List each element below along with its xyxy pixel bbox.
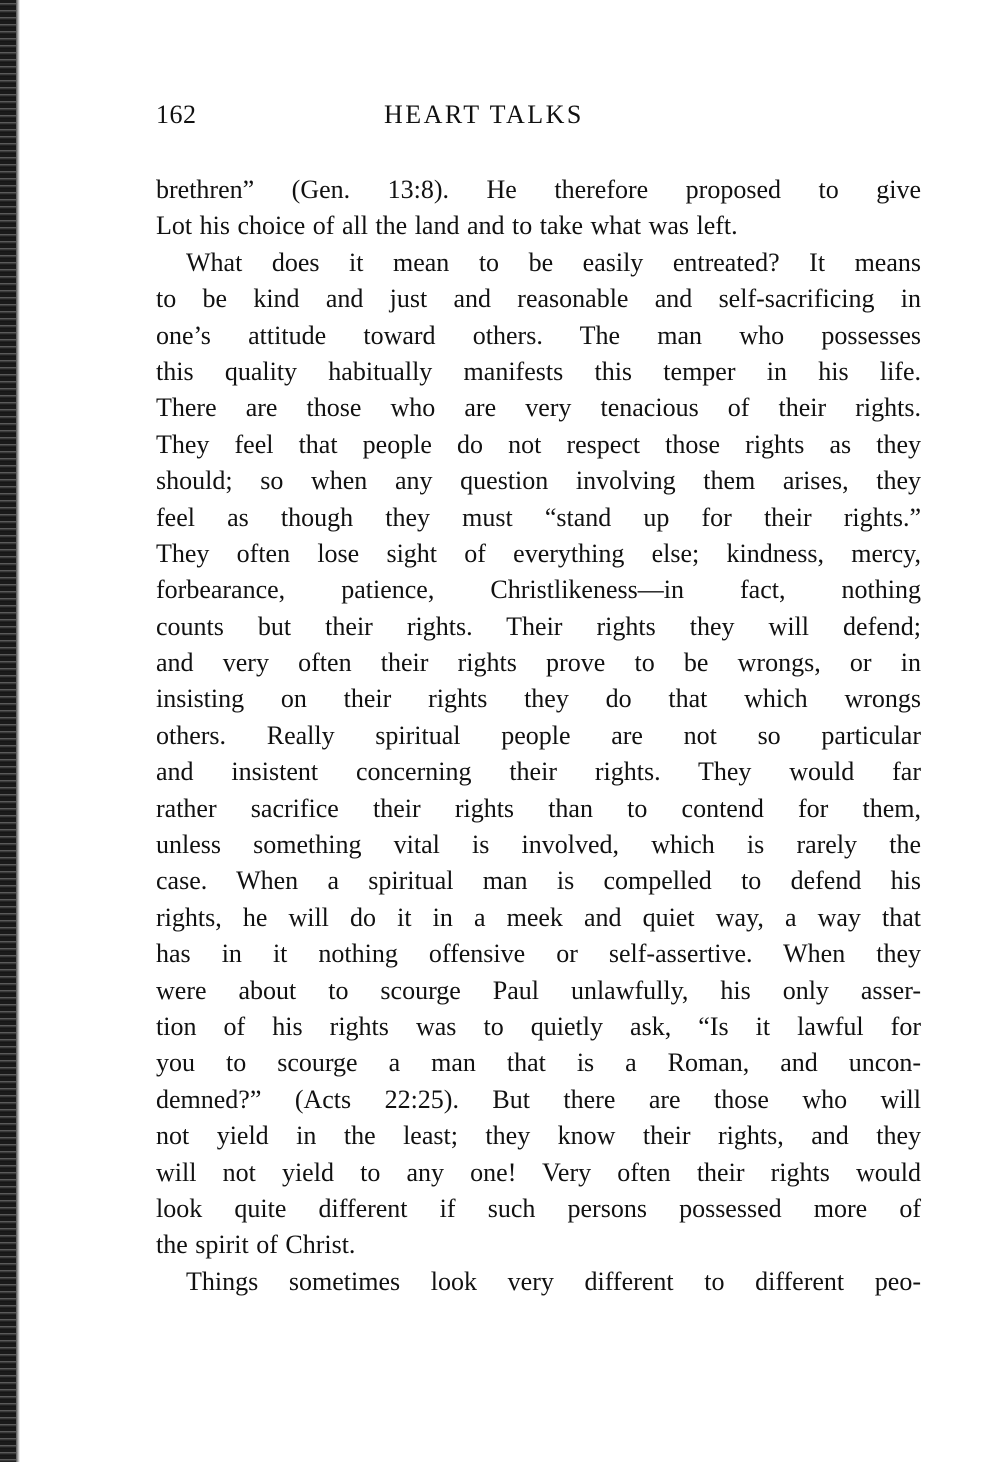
- text-line: will not yield to any one! Very often their rights would: [156, 1157, 921, 1187]
- body-text: [156, 172, 921, 1300]
- text-line: were about to scourge Paul unlawfully, his only asser-: [156, 975, 921, 1005]
- text-line: one’s attitude toward others. The man who possesses: [156, 320, 921, 350]
- page-number: 162: [156, 100, 197, 129]
- text-line: case. When a spiritual man is compelled to defend his: [156, 866, 921, 896]
- text-line: the spirit of Christ.: [156, 1230, 356, 1260]
- text-line: feel as though they must “stand up for their rights.”: [156, 502, 921, 532]
- text-line: rather sacrifice their rights than to contend for them,: [156, 793, 921, 823]
- text-line: should; so when any question involving them arises, they: [156, 466, 921, 496]
- text-line: this quality habitually manifests this temper in his life.: [156, 356, 921, 386]
- text-line: demned?” (Acts 22:25). But there are those who will: [156, 1084, 921, 1114]
- page-header: [156, 100, 926, 140]
- running-head: HEART TALKS: [384, 100, 584, 129]
- text-line: There are those who are very tenacious of their rights.: [156, 393, 921, 423]
- text-line: look quite different if such persons possessed more of: [156, 1193, 921, 1223]
- text-line: has in it nothing offensive or self-assertive. When they: [156, 939, 921, 969]
- text-line: unless something vital is involved, which is rarely the: [156, 830, 921, 860]
- text-line: Lot his choice of all the land and to take what was left.: [156, 211, 738, 241]
- binding-edge: [0, 0, 16, 1462]
- binding-shadow: [16, 0, 20, 1462]
- text-line: insisting on their rights they do that which wrongs: [156, 684, 921, 714]
- text-line: They often lose sight of everything else; kindness, mercy,: [156, 538, 921, 568]
- text-line: brethren” (Gen. 13:8). He therefore proposed to give: [156, 175, 921, 204]
- text-line: What does it mean to be easily entreated? It means: [186, 247, 921, 277]
- text-line: rights, he will do it in a meek and quiet way, a way that: [156, 902, 921, 932]
- text-line: Things sometimes look very different to different peo-: [186, 1266, 921, 1296]
- text-line: counts but their rights. Their rights they will defend;: [156, 611, 921, 641]
- text-line: others. Really spiritual people are not so particular: [156, 720, 921, 750]
- text-line: you to scourge a man that is a Roman, and uncon-: [156, 1048, 921, 1078]
- text-line: to be kind and just and reasonable and self-sacrificing in: [156, 284, 921, 314]
- text-line: not yield in the least; they know their rights, and they: [156, 1121, 921, 1151]
- text-line: They feel that people do not respect those rights as they: [156, 429, 921, 459]
- text-line: and very often their rights prove to be wrongs, or in: [156, 648, 921, 678]
- text-line: forbearance, patience, Christlikeness—in fact, nothing: [156, 575, 921, 605]
- text-line: and insistent concerning their rights. They would far: [156, 757, 921, 787]
- text-line: tion of his rights was to quietly ask, “Is it lawful for: [156, 1011, 921, 1041]
